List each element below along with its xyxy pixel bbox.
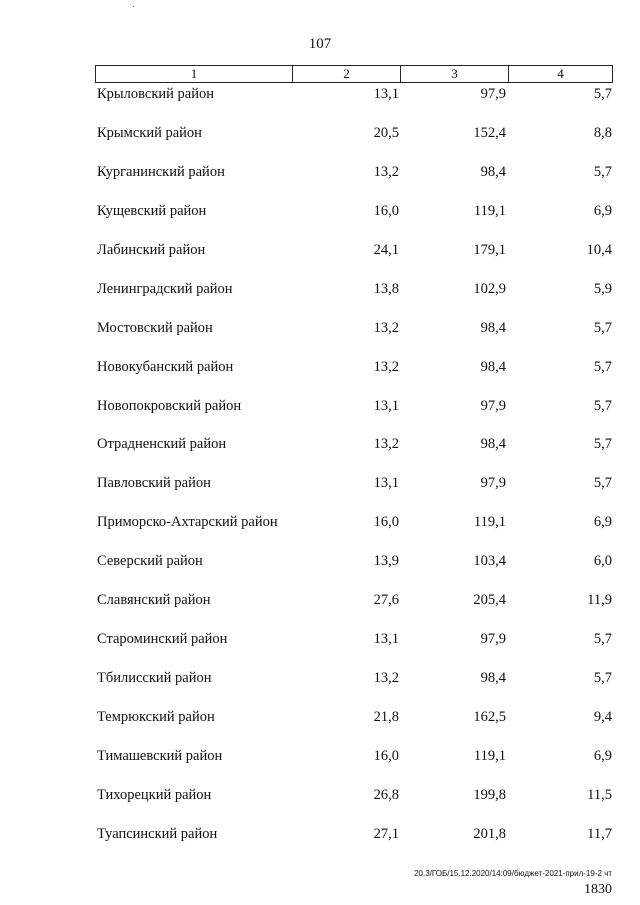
value-col-3: 98,4 bbox=[480, 163, 506, 180]
document-stamp: 20.3/ГОБ/15.12.2020/14:09/бюджет-2021-прил-19-2 чт bbox=[414, 869, 612, 878]
value-col-3: 98,4 bbox=[480, 670, 506, 687]
value-col-3: 97,9 bbox=[480, 86, 506, 102]
district-name: Славянский район bbox=[97, 592, 211, 609]
value-col-2: 13,1 bbox=[373, 475, 399, 492]
value-col-2: 16,0 bbox=[373, 202, 399, 219]
value-col-3: 97,9 bbox=[480, 475, 506, 492]
table-body bbox=[0, 84, 640, 863]
value-col-4: 5,7 bbox=[593, 436, 612, 453]
district-name: Павловский район bbox=[97, 475, 211, 492]
table-row bbox=[0, 746, 640, 785]
value-col-4: 6,9 bbox=[593, 514, 612, 531]
value-col-2: 13,2 bbox=[373, 319, 399, 336]
district-name: Мостовский район bbox=[97, 319, 213, 336]
table-row bbox=[0, 785, 640, 824]
page-number: 107 bbox=[308, 36, 332, 52]
value-col-4: 11,9 bbox=[587, 592, 612, 609]
table-row bbox=[0, 668, 640, 707]
value-col-4: 5,7 bbox=[593, 319, 612, 336]
value-col-2: 13,8 bbox=[373, 280, 399, 297]
table-row bbox=[0, 279, 640, 318]
district-name: Тимашевский район bbox=[97, 747, 223, 764]
value-col-4: 5,7 bbox=[593, 86, 612, 102]
value-col-2: 27,6 bbox=[373, 592, 399, 609]
value-col-2: 21,8 bbox=[373, 709, 399, 725]
table-row bbox=[0, 201, 640, 240]
value-col-4: 11,7 bbox=[587, 825, 612, 842]
value-col-2: 13,2 bbox=[373, 358, 399, 375]
value-col-4: 6,9 bbox=[593, 202, 612, 219]
value-col-4: 5,7 bbox=[593, 163, 612, 180]
scan-speck bbox=[133, 6, 134, 7]
value-col-4: 5,7 bbox=[593, 670, 612, 687]
table-row bbox=[0, 123, 640, 162]
value-col-3: 119,1 bbox=[473, 202, 506, 219]
value-col-2: 24,1 bbox=[373, 241, 399, 258]
district-name: Новокубанский район bbox=[97, 358, 234, 375]
value-col-2: 27,1 bbox=[373, 825, 399, 842]
value-col-3: 152,4 bbox=[473, 124, 506, 141]
value-col-4: 6,9 bbox=[593, 747, 612, 764]
value-col-3: 98,4 bbox=[480, 436, 506, 453]
value-col-4: 5,7 bbox=[593, 631, 612, 648]
table-row bbox=[0, 824, 640, 863]
value-col-3: 97,9 bbox=[480, 397, 506, 414]
value-col-3: 205,4 bbox=[473, 592, 506, 609]
district-name: Курганинский район bbox=[97, 163, 225, 180]
district-name: Отрадненский район bbox=[97, 436, 227, 453]
district-name: Темрюкский район bbox=[97, 709, 215, 725]
district-name: Лабинский район bbox=[97, 241, 206, 258]
table-row bbox=[0, 357, 640, 396]
value-col-4: 6,0 bbox=[593, 553, 612, 570]
header-col-1: 1 bbox=[96, 66, 293, 82]
value-col-3: 201,8 bbox=[473, 825, 506, 842]
district-name: Туапсинский район bbox=[97, 825, 218, 842]
district-name: Крымский район bbox=[97, 124, 202, 141]
district-name: Ленинградский район bbox=[97, 280, 233, 297]
table-row bbox=[0, 590, 640, 629]
value-col-4: 11,5 bbox=[587, 786, 612, 803]
district-name: Северский район bbox=[97, 553, 203, 570]
value-col-4: 5,9 bbox=[593, 280, 612, 297]
table-row bbox=[0, 240, 640, 279]
value-col-2: 13,9 bbox=[373, 553, 399, 570]
value-col-3: 199,8 bbox=[473, 786, 506, 803]
value-col-2: 20,5 bbox=[373, 124, 399, 141]
value-col-3: 119,1 bbox=[473, 747, 506, 764]
district-name: Тихорецкий район bbox=[97, 786, 212, 803]
value-col-4: 5,7 bbox=[593, 397, 612, 414]
table-row bbox=[0, 707, 640, 746]
district-name: Кущевский район bbox=[97, 202, 207, 219]
header-col-4: 4 bbox=[557, 66, 564, 81]
value-col-4: 10,4 bbox=[586, 241, 612, 258]
value-col-2: 13,1 bbox=[373, 631, 399, 648]
district-name: Староминский район bbox=[97, 631, 228, 648]
value-col-2: 13,1 bbox=[373, 86, 399, 102]
table-row bbox=[0, 162, 640, 201]
district-name: Тбилисский район bbox=[97, 670, 212, 687]
value-col-2: 13,2 bbox=[373, 436, 399, 453]
header-col-2: 2 bbox=[293, 66, 401, 82]
table-header bbox=[95, 65, 613, 83]
table-row bbox=[0, 512, 640, 551]
table-row bbox=[0, 551, 640, 590]
value-col-3: 98,4 bbox=[480, 358, 506, 375]
value-col-3: 103,4 bbox=[473, 553, 506, 570]
table-row bbox=[0, 434, 640, 473]
district-name: Новопокровский район bbox=[97, 397, 242, 414]
value-col-3: 179,1 bbox=[473, 241, 506, 258]
value-col-2: 16,0 bbox=[373, 514, 399, 531]
table-row bbox=[0, 396, 640, 435]
value-col-2: 16,0 bbox=[373, 747, 399, 764]
table-row bbox=[0, 629, 640, 668]
sheet-number: 1830 bbox=[584, 882, 612, 897]
value-col-3: 102,9 bbox=[473, 280, 506, 297]
value-col-4: 5,7 bbox=[593, 358, 612, 375]
value-col-4: 5,7 bbox=[593, 475, 612, 492]
value-col-2: 26,8 bbox=[373, 786, 399, 803]
value-col-3: 119,1 bbox=[473, 514, 506, 531]
table-row bbox=[0, 473, 640, 512]
header-col-3: 3 bbox=[401, 66, 509, 82]
value-col-4: 9,4 bbox=[593, 709, 612, 725]
value-col-2: 13,1 bbox=[373, 397, 399, 414]
value-col-3: 162,5 bbox=[473, 709, 506, 725]
value-col-2: 13,2 bbox=[373, 163, 399, 180]
value-col-2: 13,2 bbox=[373, 670, 399, 687]
district-name: Крыловский район bbox=[97, 86, 214, 102]
value-col-4: 8,8 bbox=[593, 124, 612, 141]
district-name: Приморско-Ахтарский район bbox=[97, 514, 278, 531]
value-col-3: 98,4 bbox=[480, 319, 506, 336]
table-row bbox=[0, 84, 640, 123]
table-row bbox=[0, 318, 640, 357]
value-col-3: 97,9 bbox=[480, 631, 506, 648]
